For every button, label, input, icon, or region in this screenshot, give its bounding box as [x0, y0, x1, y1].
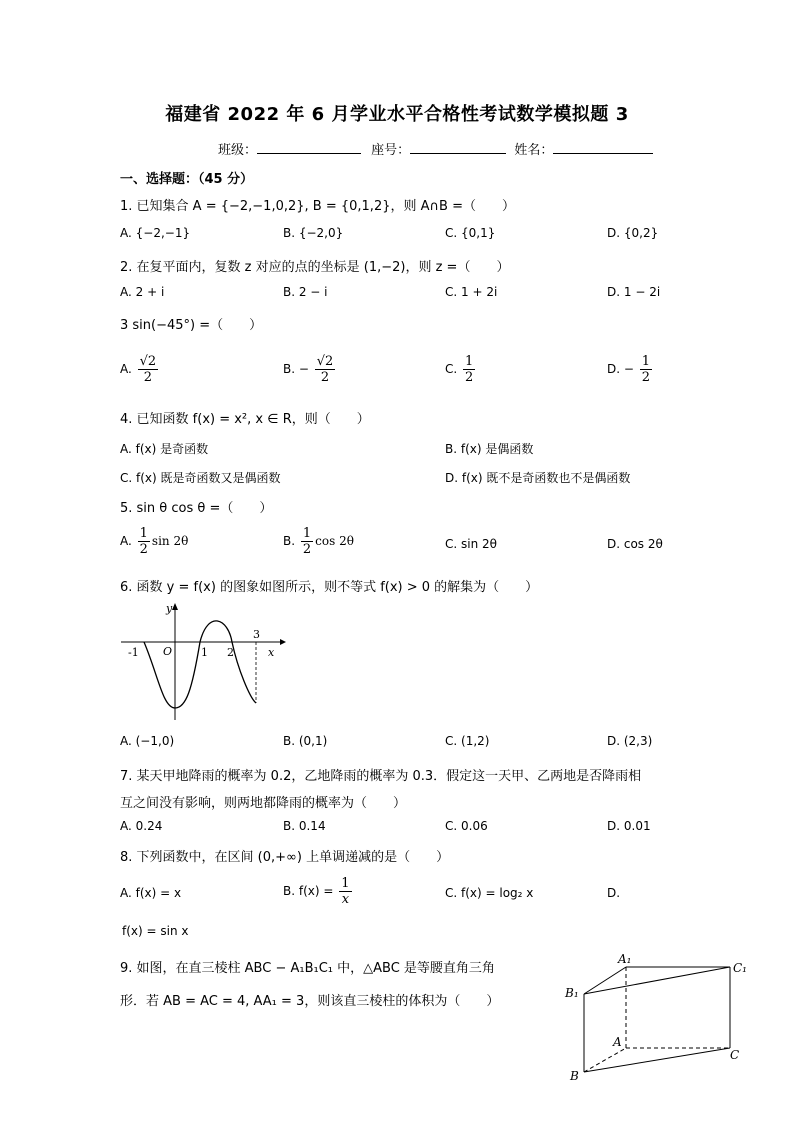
q3-c-num: 1 — [465, 354, 474, 369]
q8-b-label: B. f(x) = — [283, 884, 334, 898]
y-axis-label: y — [166, 602, 173, 615]
x-axis-label: x — [268, 646, 275, 659]
q7-option-c[interactable]: C. 0.06 — [445, 819, 488, 833]
y-axis-arrow — [172, 603, 178, 610]
q8-option-b[interactable] — [283, 876, 354, 907]
class-label: 班级： — [218, 143, 258, 158]
tick-label-2: 2 — [227, 646, 234, 659]
q9-stem-line1: 9. 如图，在直三棱柱 ABC − A₁B₁C₁ 中，△ABC 是等腰直角三角 — [120, 961, 495, 976]
q8-b-den: x — [341, 892, 350, 907]
q6-option-d[interactable]: D. (2,3) — [607, 734, 653, 748]
q5-a-label: A. — [120, 534, 132, 548]
q4-stem: 4. 已知函数 f(x) = x², x ∈ R，则（ ） — [120, 412, 370, 427]
q6-option-c[interactable]: C. (1,2) — [445, 734, 490, 748]
q3-d-den: 2 — [641, 370, 651, 385]
q3-b-den: 2 — [320, 370, 330, 385]
q8-option-d[interactable]: D. — [607, 886, 621, 900]
q5-b-num: 1 — [302, 526, 312, 541]
origin-label: O — [163, 645, 173, 658]
page-title: 福建省 2022 年 6 月学业水平合格性考试数学模拟题 3 — [165, 104, 629, 125]
q8-option-d-content[interactable]: f(x) = sin x — [122, 924, 189, 938]
q5-a-num: 1 — [139, 526, 148, 541]
q4-option-b[interactable]: B. f(x) 是偶函数 — [445, 442, 534, 456]
q5-b-tail: cos 2θ — [315, 534, 354, 548]
section-heading: 一、选择题：（45 分） — [120, 172, 254, 187]
q7-option-d[interactable]: D. 0.01 — [607, 819, 651, 833]
q5-option-a[interactable] — [120, 526, 188, 557]
q3-option-c[interactable] — [445, 354, 477, 385]
q8-option-a[interactable]: A. f(x) = x — [120, 886, 182, 900]
q5-option-b[interactable] — [283, 526, 354, 557]
q4-option-a[interactable]: A. f(x) 是奇函数 — [120, 442, 209, 456]
q5-a-den: 2 — [139, 542, 148, 557]
vertex-label-b: B — [570, 1069, 579, 1083]
q6-option-a[interactable]: A. (−1,0) — [120, 734, 175, 748]
q3-a-fraction — [138, 354, 159, 385]
q5-option-d[interactable]: D. cos 2θ — [607, 537, 663, 551]
tick-label-3: 3 — [253, 628, 260, 641]
q2-stem: 2. 在复平面内，复数 z 对应的点的坐标是 (1,−2)，则 z =（ ） — [120, 260, 510, 275]
x-axis-arrow — [280, 639, 286, 645]
tick-label-1: 1 — [201, 646, 208, 659]
vertex-label-a: A — [613, 1035, 622, 1049]
q5-option-c[interactable]: C. sin 2θ — [445, 537, 497, 551]
q3-d-fraction — [640, 354, 652, 385]
seat-field[interactable] — [410, 139, 506, 154]
tick-label-neg1: -1 — [128, 646, 139, 659]
q2-option-b[interactable]: B. 2 − i — [283, 285, 328, 299]
vertex-label-b1: B₁ — [565, 986, 579, 1000]
q3-d-label: D. − — [607, 362, 634, 376]
q7-stem-line1: 7. 某天甲地降雨的概率为 0.2，乙地降雨的概率为 0.3．假定这一天甲、乙两地是否降雨相 — [120, 769, 642, 784]
q3-a-num: √2 — [139, 354, 157, 369]
q2-option-c[interactable]: C. 1 + 2i — [445, 285, 498, 299]
function-curve — [144, 621, 256, 708]
q5-a-tail: sin 2θ — [151, 534, 189, 548]
q1-option-a[interactable]: A. {−2,−1} — [120, 226, 191, 240]
q2-option-d[interactable]: D. 1 − 2i — [607, 285, 661, 299]
q7-stem-line2: 互之间没有影响，则两地都降雨的概率为（ ） — [120, 796, 407, 811]
q3-b-num: √2 — [316, 354, 334, 369]
q8-b-fraction — [339, 876, 351, 907]
name-field[interactable] — [553, 139, 653, 154]
q9-stem-line2: 形．若 AB = AC = 4, AA₁ = 3，则该直三棱柱的体积为（ ） — [120, 994, 500, 1009]
q5-b-den: 2 — [302, 542, 312, 557]
q6-function-graph — [118, 600, 288, 725]
q3-c-fraction — [463, 354, 475, 385]
student-info-line — [218, 139, 653, 158]
q3-option-a[interactable] — [120, 354, 160, 385]
q3-option-b[interactable] — [283, 354, 337, 385]
q8-b-num: 1 — [341, 876, 350, 891]
vertex-label-c1: C₁ — [733, 961, 747, 975]
q3-stem: 3 sin(−45°) =（ ） — [120, 318, 263, 333]
q5-a-fraction — [138, 526, 150, 557]
q3-c-den: 2 — [465, 370, 474, 385]
q5-b-fraction — [301, 526, 313, 557]
q1-option-b[interactable]: B. {−2,0} — [283, 226, 344, 240]
q3-a-den: 2 — [143, 370, 153, 385]
q8-option-c[interactable]: C. f(x) = log₂ x — [445, 886, 534, 900]
q7-option-a[interactable]: A. 0.24 — [120, 819, 163, 833]
name-label: 姓名： — [514, 143, 554, 158]
vertex-label-c: C — [730, 1048, 740, 1062]
q5-stem: 5. sin θ cos θ =（ ） — [120, 501, 273, 516]
q8-stem: 8. 下列函数中，在区间 (0,+∞) 上单调递减的是（ ） — [120, 850, 450, 865]
q1-stem: 1. 已知集合 A = {−2,−1,0,2}, B = {0,1,2}，则 A∩B =（ ） — [120, 199, 515, 214]
q1-option-d[interactable]: D. {0,2} — [607, 226, 659, 240]
class-field[interactable] — [257, 139, 361, 154]
q6-stem: 6. 函数 y = f(x) 的图象如图所示，则不等式 f(x) > 0 的解集为（ ） — [120, 580, 539, 595]
q3-b-label: B. − — [283, 362, 309, 376]
q4-option-c[interactable]: C. f(x) 既是奇函数又是偶函数 — [120, 471, 281, 485]
q3-option-d[interactable] — [607, 354, 654, 385]
q2-option-a[interactable]: A. 2 + i — [120, 285, 165, 299]
q3-d-num: 1 — [641, 354, 651, 369]
vertex-label-a1: A₁ — [618, 952, 632, 966]
q4-option-d[interactable]: D. f(x) 既不是奇函数也不是偶函数 — [445, 471, 631, 485]
q3-a-label: A. — [120, 362, 132, 376]
q3-b-fraction — [315, 354, 336, 385]
q7-option-b[interactable]: B. 0.14 — [283, 819, 326, 833]
q5-b-label: B. — [283, 534, 296, 548]
q1-option-c[interactable]: C. {0,1} — [445, 226, 496, 240]
q3-c-label: C. — [445, 362, 458, 376]
q9-prism-figure — [560, 952, 760, 1087]
seat-label: 座号： — [371, 143, 411, 158]
q6-option-b[interactable]: B. (0,1) — [283, 734, 328, 748]
